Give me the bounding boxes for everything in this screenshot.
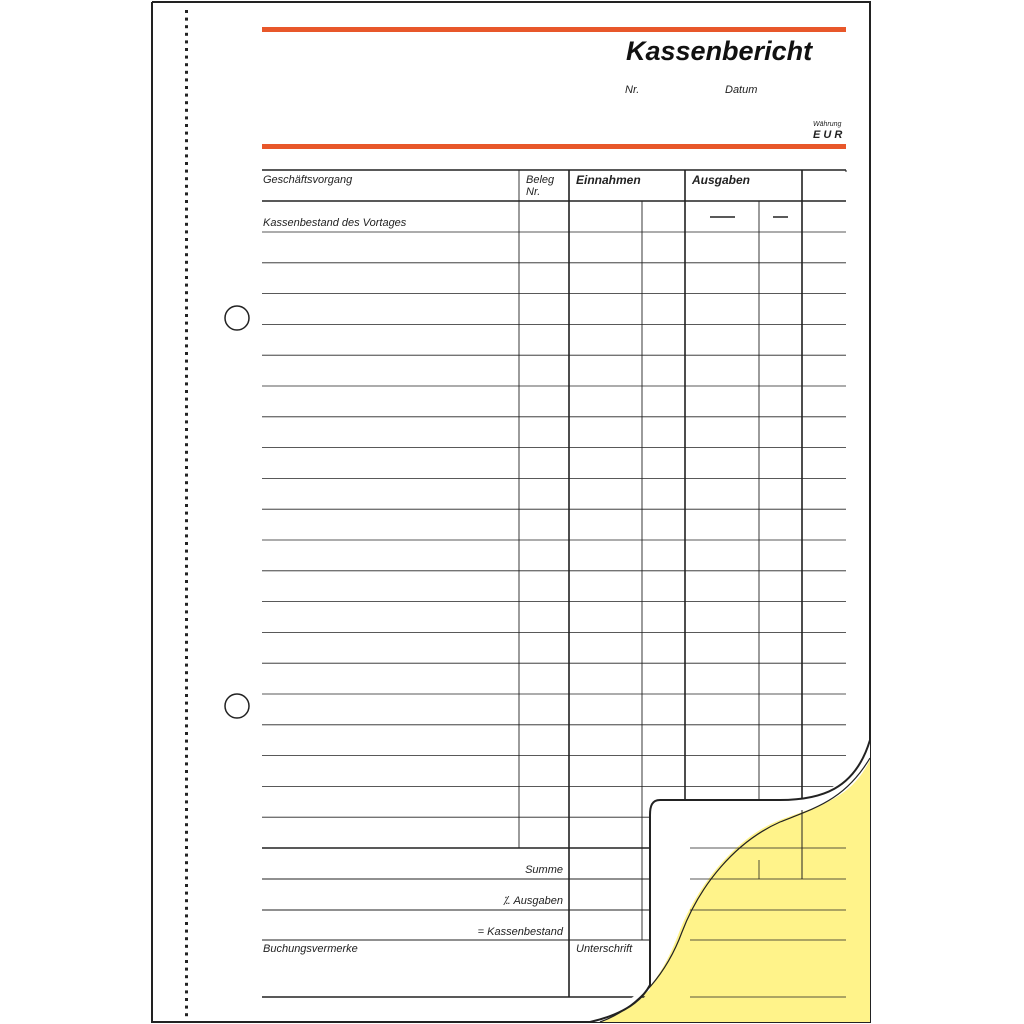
perforation-dot [185, 679, 188, 682]
perforation-dot [185, 686, 188, 689]
perforation-dot [185, 922, 188, 925]
perforation-dot [185, 10, 188, 13]
perforation-dot [185, 329, 188, 332]
perforation-dot [185, 94, 188, 97]
perforation-dot [185, 192, 188, 195]
perforation-dot [185, 534, 188, 537]
perforation-dot [185, 808, 188, 811]
perforation-dot [185, 717, 188, 720]
perforation-dot [185, 352, 188, 355]
perforation-dot [185, 816, 188, 819]
perforation-dot [185, 702, 188, 705]
perforation-dot [185, 390, 188, 393]
perforation-dot [185, 990, 188, 993]
perforation-dot [185, 284, 188, 287]
perforation-dot [185, 375, 188, 378]
perforation-dot [185, 831, 188, 834]
perforation-dot [185, 610, 188, 613]
perforation-dot [185, 732, 188, 735]
perforation-dot [185, 512, 188, 515]
perforation-dot [185, 56, 188, 59]
perforation-dot [185, 793, 188, 796]
perforation-dot [185, 132, 188, 135]
perforation-dot [185, 246, 188, 249]
perforation-dot [185, 907, 188, 910]
perforation-dot [185, 261, 188, 264]
perforation-dot [185, 709, 188, 712]
perforation-dot [185, 71, 188, 74]
minus-ausgaben-label: ⁒. Ausgaben [502, 895, 563, 907]
perforation-dot [185, 838, 188, 841]
perforation-dot [185, 428, 188, 431]
perforation-dot [185, 33, 188, 36]
perforation-dot [185, 116, 188, 119]
perforation-dot [185, 253, 188, 256]
perforation-dot [185, 504, 188, 507]
perforation-dot [185, 413, 188, 416]
perforation-dot [185, 861, 188, 864]
perforation-dot [185, 291, 188, 294]
first-row-label: Kassenbestand des Vortages [263, 217, 407, 229]
perforation-dot [185, 489, 188, 492]
perforation-dot [185, 762, 188, 765]
perforation-dot [185, 755, 188, 758]
copy-sheet-fill [590, 740, 870, 1022]
perforation-dot [185, 778, 188, 781]
perforation-dot [185, 740, 188, 743]
perforation-dot [185, 139, 188, 142]
perforation-dot [185, 496, 188, 499]
perforation-dot [185, 208, 188, 211]
perforation-dot [185, 170, 188, 173]
perforation-dot [185, 968, 188, 971]
perforation-dot [185, 694, 188, 697]
perforation-dot [185, 86, 188, 89]
datum-label: Datum [725, 84, 758, 96]
perforation-dot [185, 405, 188, 408]
perforation-dot [185, 945, 188, 948]
form-title: Kassenbericht [626, 36, 813, 66]
perforation-dot [185, 572, 188, 575]
unterschrift-label: Unterschrift [576, 943, 633, 955]
perforation-dot [185, 109, 188, 112]
perforation-dot [185, 344, 188, 347]
perforation-dot [185, 595, 188, 598]
currency-value: E U R [813, 129, 843, 141]
perforation-dot [185, 800, 188, 803]
perforation-dot [185, 846, 188, 849]
perforation-dot [185, 25, 188, 28]
nr-label: Nr. [625, 84, 640, 96]
col-header-ausgaben: Ausgaben [692, 173, 751, 187]
perforation-dot [185, 656, 188, 659]
perforation-dot [185, 557, 188, 560]
perforation-dot [185, 884, 188, 887]
perforation-dot [185, 854, 188, 857]
perforation-dot [185, 618, 188, 621]
perforation-dot [185, 177, 188, 180]
perforation-dot [185, 200, 188, 203]
perforation-dot [185, 314, 188, 317]
perforation-dot [185, 268, 188, 271]
perforation-dot [185, 937, 188, 940]
perforation-dot [185, 527, 188, 530]
perforation-dot [185, 458, 188, 461]
accent-bar-top [262, 27, 846, 32]
perforation-dot [185, 78, 188, 81]
perforation-dot [185, 648, 188, 651]
perforation-dot [185, 975, 188, 978]
perforation-dot [185, 770, 188, 773]
perforation-dot [185, 101, 188, 104]
perforation-dot [185, 892, 188, 895]
perforation-dot [185, 588, 188, 591]
perforation-dot [185, 124, 188, 127]
perforation-dot [185, 154, 188, 157]
perforation-dot [185, 367, 188, 370]
perforation-dot [185, 147, 188, 150]
perforation-dot [185, 633, 188, 636]
perforation-dot [185, 876, 188, 879]
perforation-dot [185, 626, 188, 629]
currency-caption: Währung [813, 121, 842, 128]
perforation-dot [185, 360, 188, 363]
perforation-dot [185, 1013, 188, 1016]
perforation-dot [185, 443, 188, 446]
perforation-dot [185, 1006, 188, 1009]
perforation-dot [185, 519, 188, 522]
col-header-beleg: Beleg [526, 174, 555, 186]
perforation-dot [185, 899, 188, 902]
perforation-dot [185, 63, 188, 66]
perforation-dot [185, 603, 188, 606]
perforation-dot [185, 436, 188, 439]
perforation-dot [185, 18, 188, 21]
sheet-border-top-right [152, 2, 870, 740]
perforation-dot [185, 420, 188, 423]
perforation-dot [185, 580, 188, 583]
accent-bar-bottom [262, 144, 846, 149]
col-header-beleg-nr: Nr. [526, 186, 541, 198]
perforation-dot [185, 983, 188, 986]
perforation-dot [185, 785, 188, 788]
perforation-dot [185, 466, 188, 469]
perforation-dot [185, 322, 188, 325]
perforation-dot [185, 276, 188, 279]
kassenbestand-label: = Kassenbestand [477, 926, 563, 938]
perforation-dot [185, 960, 188, 963]
perforation-dot [185, 914, 188, 917]
perforation-dot [185, 823, 188, 826]
perforation-dot [185, 671, 188, 674]
perforation-dot [185, 215, 188, 218]
perforation-dot [185, 398, 188, 401]
perforation-dot [185, 337, 188, 340]
perforation-dot [185, 869, 188, 872]
perforation-dot [185, 48, 188, 51]
perforation-dot [185, 641, 188, 644]
perforation-dot [185, 382, 188, 385]
summe-label: Summe [525, 864, 563, 876]
perforation-dot [185, 724, 188, 727]
perforation-dot [185, 550, 188, 553]
perforation-dot [185, 299, 188, 302]
perforation-dot [185, 952, 188, 955]
punch-hole-top [225, 306, 249, 330]
col-header-einnahmen: Einnahmen [576, 173, 641, 187]
perforation-dot [185, 747, 188, 750]
perforation-dot [185, 481, 188, 484]
perforation-dot [185, 451, 188, 454]
buchungsvermerke-label: Buchungsvermerke [263, 943, 358, 955]
perforation-dot [185, 230, 188, 233]
col-header-vorgang: Geschäftsvorgang [263, 174, 353, 186]
perforation-dot [185, 664, 188, 667]
perforation-dot [185, 162, 188, 165]
perforation-dot [185, 40, 188, 43]
perforation-dot [185, 185, 188, 188]
perforation-dot [185, 542, 188, 545]
perforation-dot [185, 930, 188, 933]
punch-hole-bottom [225, 694, 249, 718]
perforation-dot [185, 474, 188, 477]
perforation-dot [185, 238, 188, 241]
perforation-dot [185, 223, 188, 226]
perforation-dot [185, 306, 188, 309]
perforation-dot [185, 998, 188, 1001]
perforation-dot [185, 565, 188, 568]
